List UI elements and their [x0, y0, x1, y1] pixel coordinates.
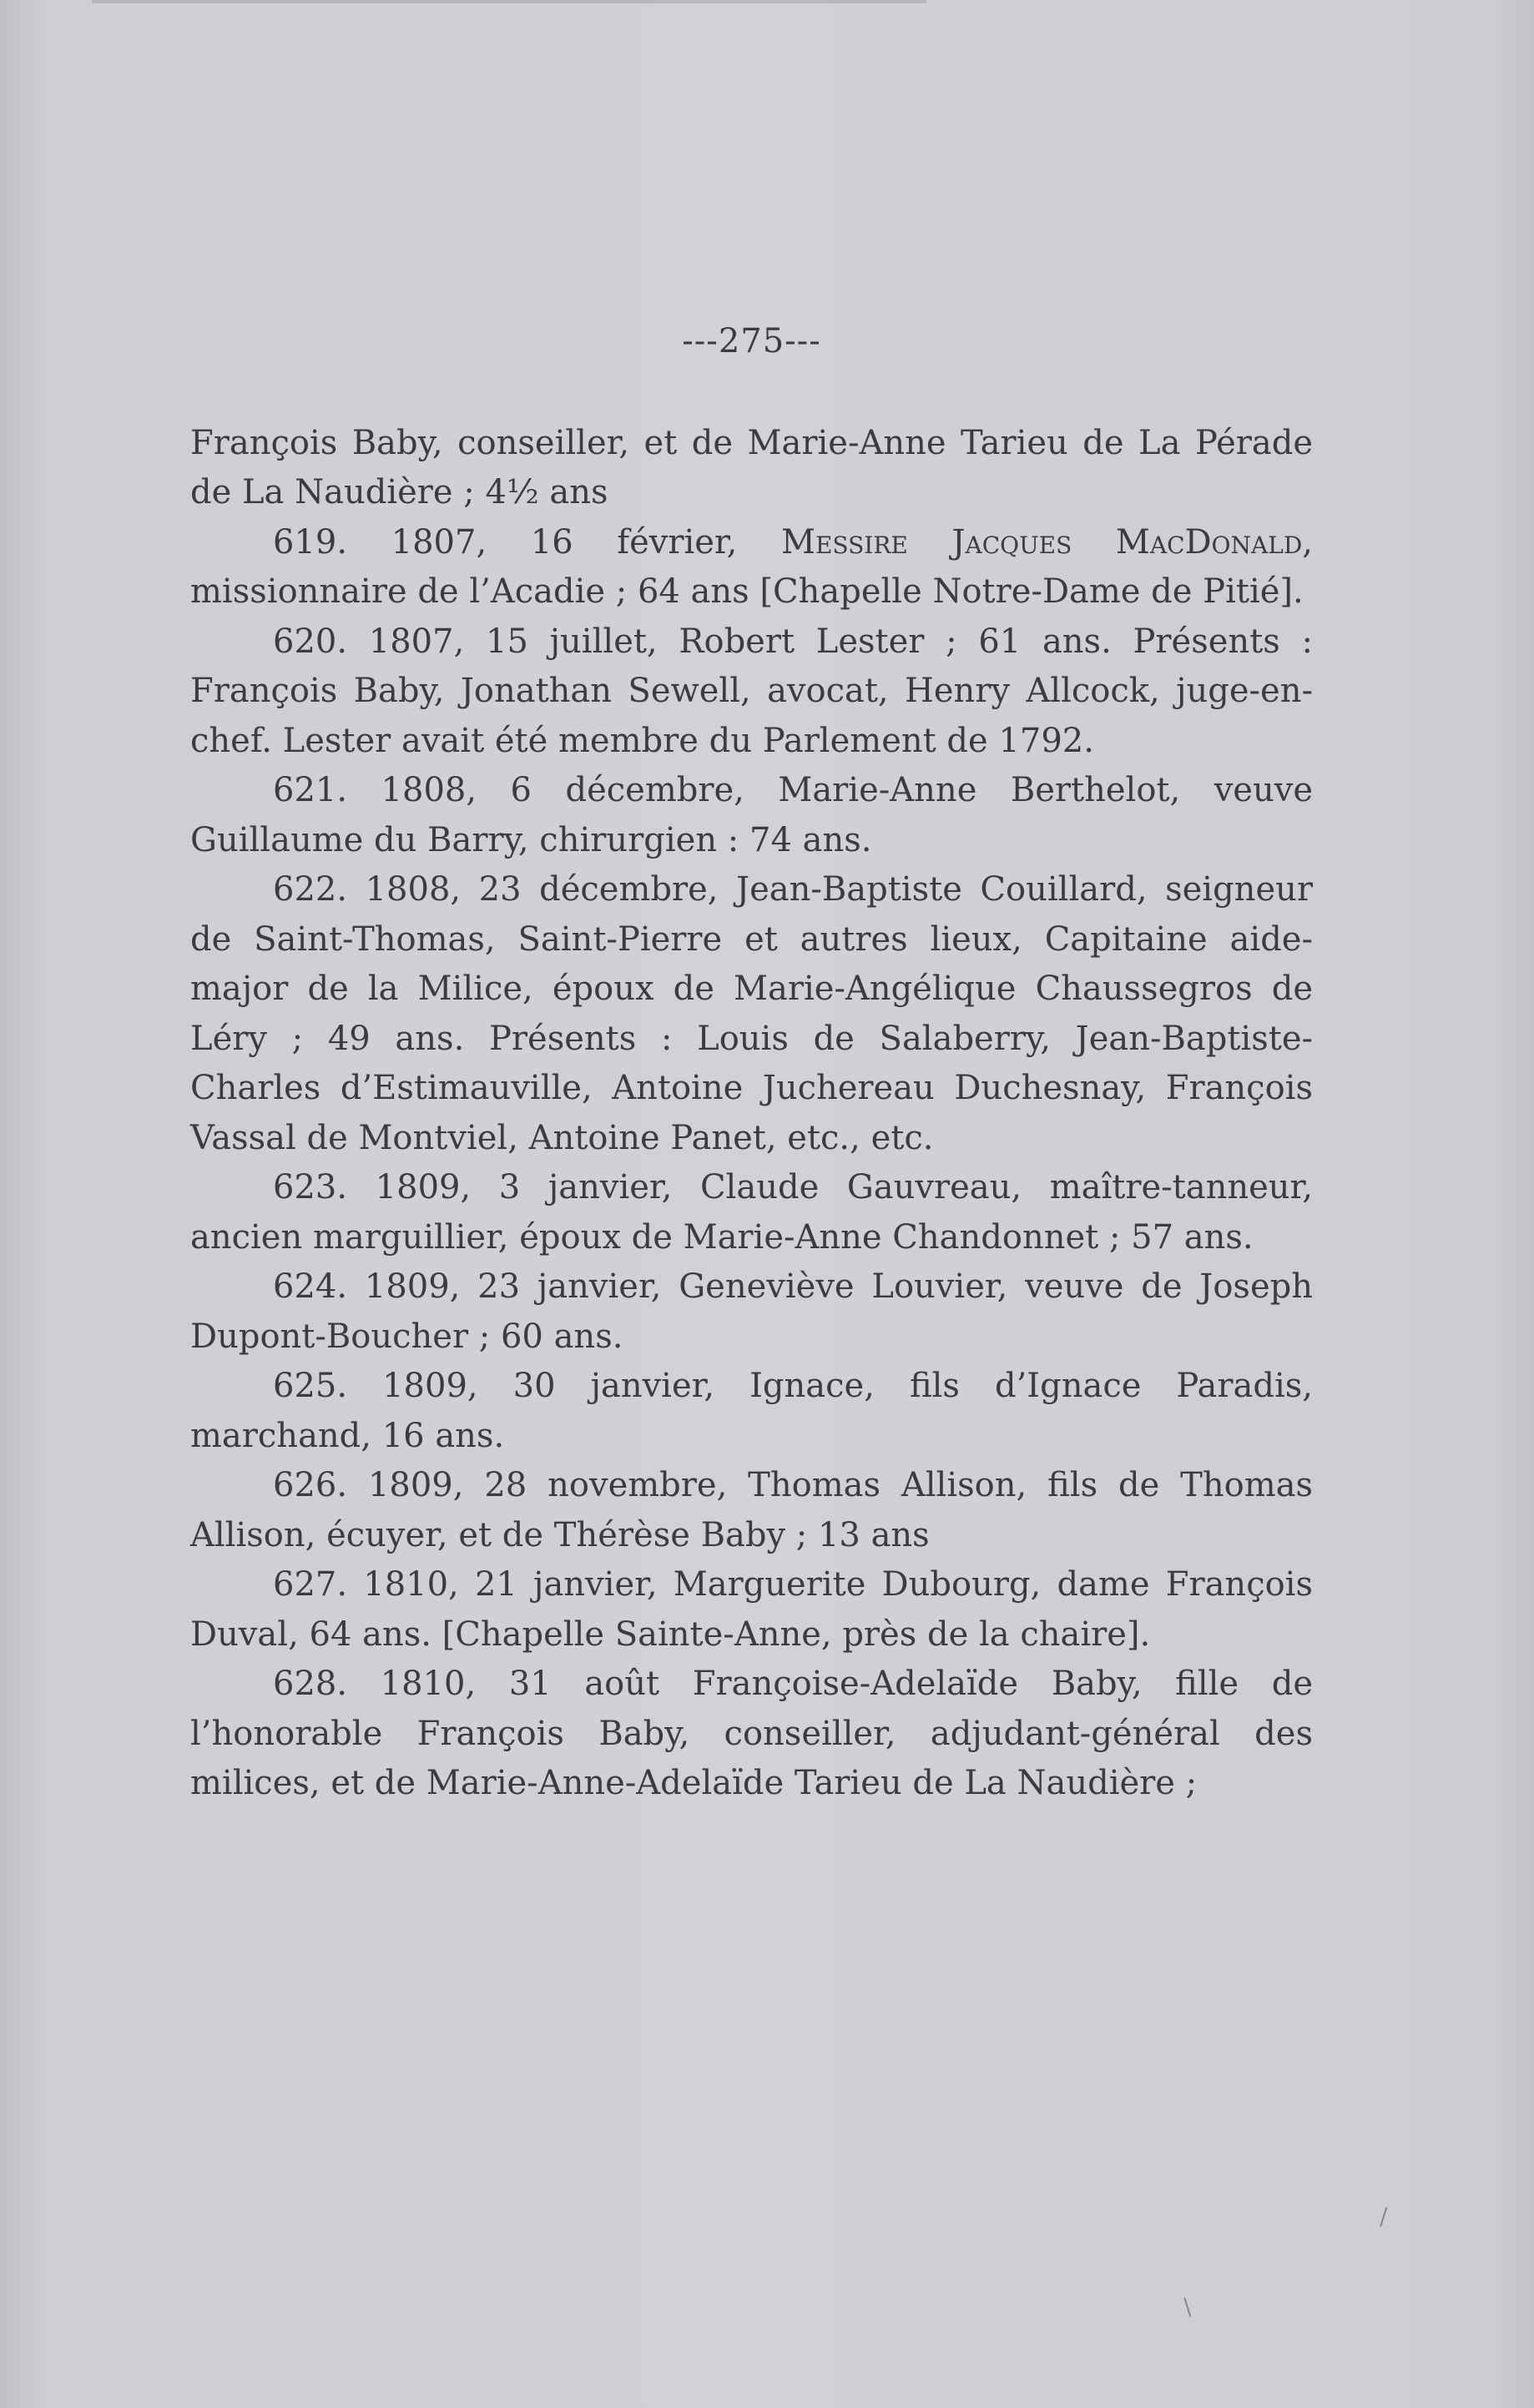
entry-627: 627. 1810, 21 janvier, Marguerite Dubourg, dame François Duval, 64 ans. [Chapelle Sainte-Anne, près de la chaire].: [190, 1565, 1313, 1654]
entry-623: 623. 1809, 3 janvier, Claude Gauvreau, maître-tanneur, ancien marguillier, époux de Marie-Anne Chandonnet ; 57 ans.: [190, 1168, 1313, 1257]
entry-628: 628. 1810, 31 août Françoise-Adelaïde Baby, fille de l’honorable François Baby, conseiller, adjudant-général des milices, et de Marie-Anne-Adelaïde Tarieu de La Naudière ;: [190, 1665, 1313, 1802]
entry-620: 620. 1807, 15 juillet, Robert Lester ; 61 ans. Présents : François Baby, Jonathan Sewell, avocat, Henry Allcock, juge-en-chef. Lester avait été membre du Parlement de 1792.: [190, 622, 1313, 760]
entry-619-suffix: missionnaire de l’Acadie ; 64 ans [Chapelle Notre-Dame de Pitié].: [190, 572, 1304, 611]
page-number: ---275---: [682, 322, 821, 360]
page-body: [190, 317, 1313, 1809]
entry-621: 621. 1808, 6 décembre, Marie-Anne Berthelot, veuve Guillaume du Barry, chirurgien : 74 ans.: [190, 771, 1313, 859]
entry-625: 625. 1809, 30 janvier, Ignace, fils d’Ignace Paradis, marchand, 16 ans.: [190, 1367, 1313, 1455]
entry-624: 624. 1809, 23 janvier, Geneviève Louvier, veuve de Joseph Dupont-Boucher ; 60 ans.: [190, 1267, 1313, 1356]
page-top-edge: [92, 0, 926, 3]
entry-626: 626. 1809, 28 novembre, Thomas Allison, fils de Thomas Allison, écuyer, et de Thérèse Baby ; 13 ans: [190, 1466, 1313, 1554]
entry-continuation: François Baby, conseiller, et de Marie-Anne Tarieu de La Pérade de La Naudière ; 4½ ans: [190, 423, 1313, 511]
paper-speck: \: [1183, 2293, 1192, 2320]
paper-speck: /: [1380, 2203, 1388, 2230]
entry-619-name: Messire Jacques MacDonald,: [780, 522, 1313, 562]
entry-619: [190, 518, 1313, 617]
entry-622: 622. 1808, 23 décembre, Jean-Baptiste Couillard, seigneur de Saint-Thomas, Saint-Pierre et autres lieux, Capitaine aide-major de la Milice, époux de Marie-Angélique Chaussegros de Léry ; 49 ans. Présents : Louis de Salaberry, Jean-Baptiste-Charles d’Estimauville, Antoine Juchereau Duchesnay, François Vassal de Montviel, Antoine Panet, etc., etc.: [190, 870, 1313, 1157]
entry-619-prefix: 619. 1807, 16 février,: [273, 522, 781, 562]
